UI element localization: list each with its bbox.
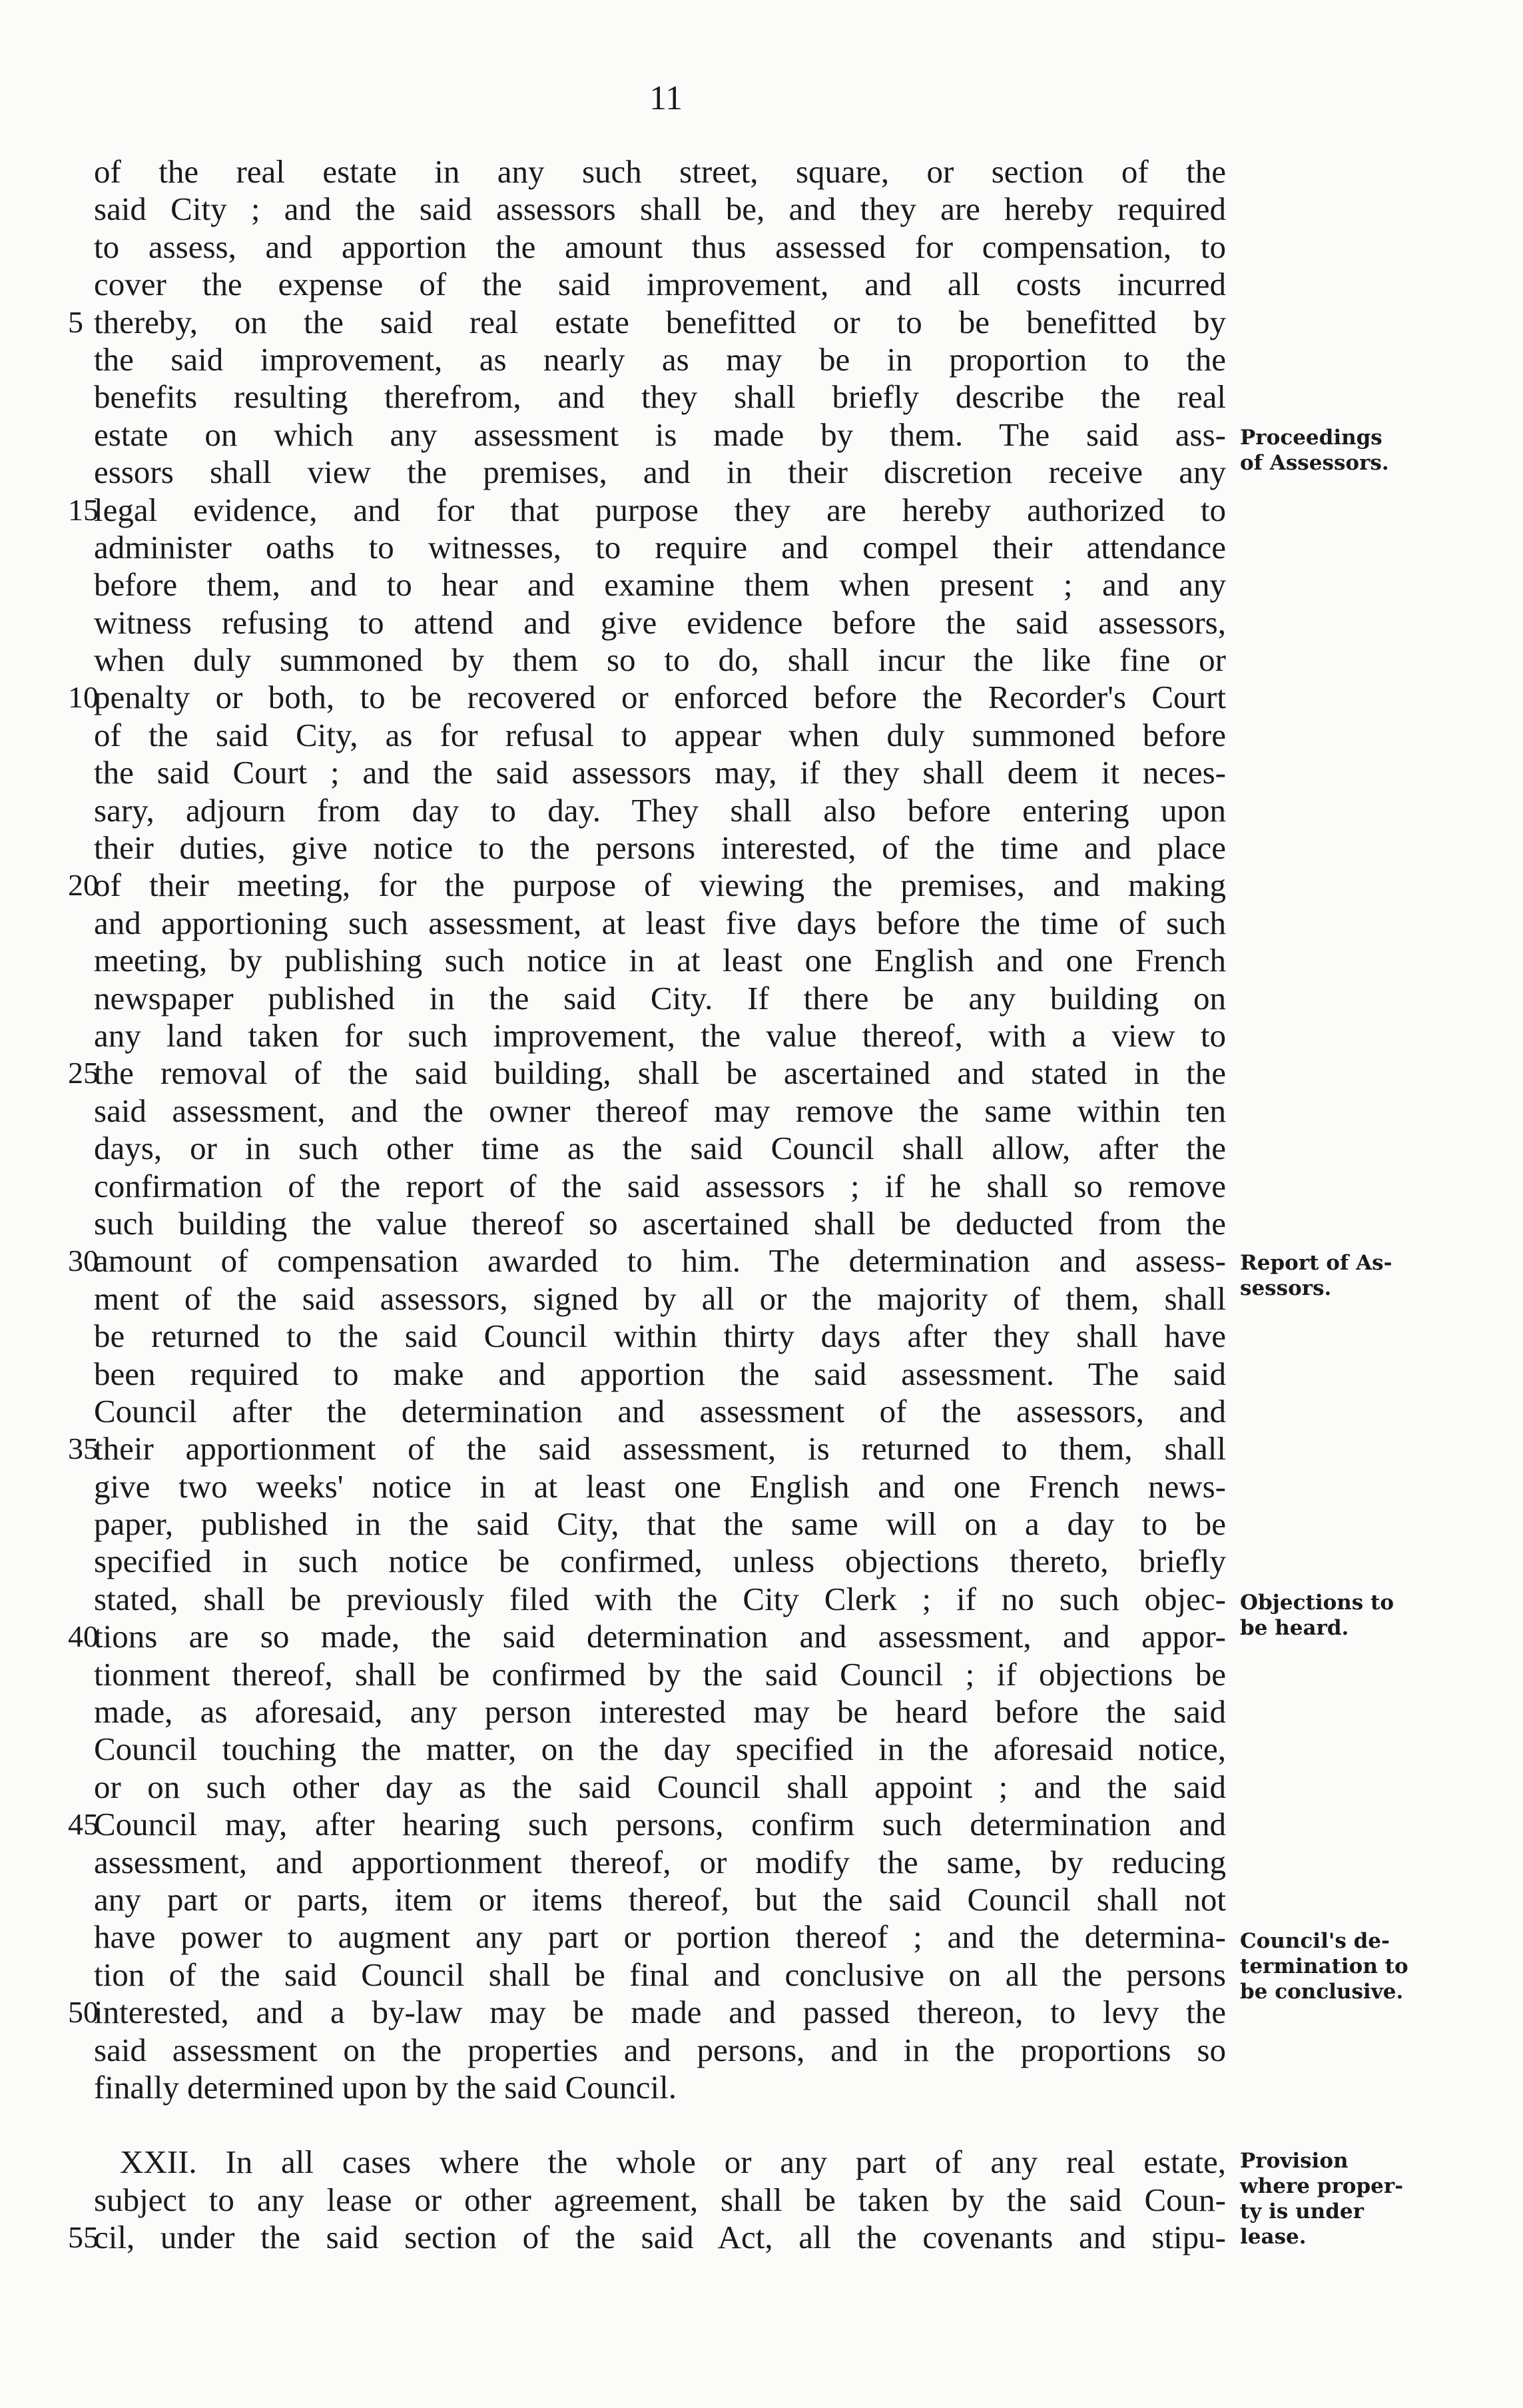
- line-number: 15: [68, 492, 99, 527]
- text-line: [0, 1242, 1252, 1280]
- text-line: [0, 1318, 1252, 1355]
- text-line: [0, 416, 1252, 454]
- text-line: [0, 566, 1252, 603]
- text-line: [0, 529, 1252, 566]
- line-text: stated, shall be previously filed with the City Clerk ; if no such objec-: [94, 1580, 1226, 1617]
- text-line: [0, 492, 1252, 529]
- section-gap: [0, 2106, 1252, 2144]
- margin-note-line: be conclusive.: [1240, 1980, 1404, 2004]
- text-line: [0, 1468, 1252, 1505]
- text-line: [0, 454, 1252, 491]
- line-text: Council after the determination and assessment of the assessors, and: [94, 1392, 1226, 1429]
- text-line: [0, 679, 1252, 716]
- text-line: [0, 304, 1252, 341]
- line-text: specified in such notice be confirmed, unless objections thereto, briefly: [94, 1543, 1226, 1580]
- line-text: witness refusing to attend and give evidence before the said assessors,: [94, 603, 1226, 641]
- margin-note-line: Provision: [1240, 2149, 1349, 2173]
- text-line: [0, 717, 1252, 754]
- text-line: [0, 1693, 1252, 1731]
- line-number: 55: [68, 2220, 99, 2255]
- margin-note-line: Proceedings: [1240, 426, 1382, 450]
- line-text: newspaper published in the said City. If there be any building on: [94, 979, 1226, 1016]
- line-text: Council touching the matter, on the day specified in the aforesaid notice,: [94, 1731, 1226, 1768]
- text-line: [0, 1844, 1252, 1881]
- text-line: [0, 1806, 1252, 1843]
- line-text: or on such other day as the said Council shall appoint ; and the said: [94, 1768, 1226, 1805]
- text-line: [0, 1543, 1252, 1580]
- margin-note-line: be heard.: [1240, 1616, 1349, 1640]
- line-text: and apportioning such assessment, at least five days before the time of such: [94, 904, 1226, 941]
- page-number: 11: [649, 79, 683, 117]
- text-line: [0, 792, 1252, 829]
- line-text: days, or in such other time as the said Council shall allow, after the: [94, 1130, 1226, 1167]
- text-line: [0, 228, 1252, 266]
- line-text: any land taken for such improvement, the value thereof, with a view to: [94, 1016, 1226, 1054]
- text-line: [0, 1280, 1252, 1318]
- margin-note-objections-to-be-heard: [1240, 1590, 1394, 1641]
- line-text: before them, and to hear and examine them when present ; and any: [94, 566, 1226, 603]
- line-number: 50: [68, 1995, 99, 2030]
- line-text: paper, published in the said City, that the same will on a day to be: [94, 1505, 1226, 1543]
- line-text: benefits resulting therefrom, and they shall briefly describe the real: [94, 378, 1226, 416]
- text-line: [0, 191, 1252, 228]
- line-text: have power to augment any part or portion thereof ; and the determina-: [94, 1918, 1226, 1956]
- text-line: [0, 1731, 1252, 1768]
- text-line: [0, 2069, 1252, 2106]
- line-text: the removal of the said building, shall be ascertained and stated in the: [94, 1054, 1226, 1092]
- line-text: legal evidence, and for that purpose they are hereby authorized to: [94, 491, 1226, 528]
- text-line: [0, 153, 1252, 191]
- line-number: 35: [68, 1431, 99, 1466]
- text-line: [0, 1168, 1252, 1205]
- text-line: [0, 1769, 1252, 1806]
- text-line: [0, 1505, 1252, 1543]
- text-line: [0, 754, 1252, 791]
- line-text: to assess, and apportion the amount thus assessed for compensation, to: [94, 228, 1226, 265]
- text-line: [0, 1994, 1252, 2031]
- line-text: Council may, after hearing such persons, confirm such determination and: [94, 1806, 1226, 1843]
- line-number: 20: [68, 868, 99, 903]
- text-line: [0, 1130, 1252, 1167]
- line-number: 25: [68, 1056, 99, 1090]
- line-text: the said improvement, as nearly as may be in proportion to the: [94, 340, 1226, 378]
- margin-note-line: Council's de-: [1240, 1929, 1390, 1953]
- text-line: [0, 942, 1252, 979]
- margin-note-proceedings-of-assessors: [1240, 425, 1389, 476]
- line-text: confirmation of the report of the said assessors ; if he shall so remove: [94, 1167, 1226, 1204]
- line-number: 40: [68, 1619, 99, 1654]
- line-text: give two weeks' notice in at least one English and one French news-: [94, 1467, 1226, 1505]
- margin-note-line: sessors.: [1240, 1276, 1332, 1300]
- line-text: meeting, by publishing such notice in at least one English and one French: [94, 942, 1226, 979]
- line-number: 5: [68, 304, 83, 339]
- margin-note-line: where proper-: [1240, 2174, 1404, 2198]
- line-text: interested, and a by-law may be made and passed thereon, to levy the: [94, 1994, 1226, 2031]
- text-line: [0, 1017, 1252, 1054]
- text-line: [0, 905, 1252, 942]
- line-text: amount of compensation awarded to him. The determination and assess-: [94, 1242, 1226, 1280]
- line-text: be returned to the said Council within thirty days after they shall have: [94, 1318, 1226, 1355]
- text-line: [0, 266, 1252, 303]
- text-line: [0, 1092, 1252, 1130]
- margin-note-line: ty is under: [1240, 2200, 1364, 2223]
- line-text: XXII. In all cases where the whole or any part of any real estate,: [120, 2144, 1226, 2181]
- line-text: of their meeting, for the purpose of viewing the premises, and making: [94, 867, 1226, 904]
- line-number: 10: [68, 680, 99, 715]
- line-text: the said Court ; and the said assessors may, if they shall deem it neces-: [94, 754, 1226, 791]
- margin-note-provision-lease: [1240, 2148, 1403, 2249]
- line-text: penalty or both, to be recovered or enforced before the Recorder's Court: [94, 679, 1226, 716]
- margin-note-line: lease.: [1240, 2225, 1307, 2249]
- line-text: tions are so made, the said determination and assessment, and appor-: [94, 1618, 1226, 1655]
- line-text: administer oaths to witnesses, to require and compel their attendance: [94, 528, 1226, 566]
- margin-note-councils-determination: [1240, 1928, 1408, 2004]
- line-text: said City ; and the said assessors shall be, and they are hereby required: [94, 191, 1226, 228]
- line-text: of the said City, as for refusal to appear when duly summoned before: [94, 716, 1226, 753]
- text-line: [0, 867, 1252, 904]
- text-line: [0, 1054, 1252, 1092]
- text-line: [0, 1205, 1252, 1242]
- line-text: their apportionment of the said assessment, is returned to them, shall: [94, 1430, 1226, 1467]
- margin-note-line: Objections to: [1240, 1591, 1394, 1615]
- margin-note-line: Report of As-: [1240, 1251, 1392, 1275]
- line-number: 45: [68, 1807, 99, 1842]
- margin-note-line: of Assessors.: [1240, 451, 1389, 475]
- line-text: sary, adjourn from day to day. They shall also before entering upon: [94, 791, 1226, 829]
- line-text: ment of the said assessors, signed by all or the majority of them, shall: [94, 1280, 1226, 1317]
- line-text: finally determined upon by the said Council.: [94, 2068, 677, 2106]
- line-text: said assessment, and the owner thereof may remove the same within ten: [94, 1092, 1226, 1129]
- text-line: [0, 1356, 1252, 1393]
- text-line: [0, 378, 1252, 416]
- line-text: tionment thereof, shall be confirmed by the said Council ; if objections be: [94, 1655, 1226, 1693]
- text-line: [0, 341, 1252, 378]
- line-text: estate on which any assessment is made by them. The said ass-: [94, 416, 1226, 453]
- line-number: 30: [68, 1244, 99, 1278]
- line-text: essors shall view the premises, and in their discretion receive any: [94, 454, 1226, 491]
- text-line: [0, 604, 1252, 641]
- margin-note-report-of-assessors: [1240, 1250, 1392, 1301]
- text-line: [0, 1881, 1252, 1918]
- text-line: [0, 1918, 1252, 1956]
- text-line: [0, 2144, 1252, 2181]
- text-line: [0, 1656, 1252, 1693]
- text-line: [0, 2182, 1252, 2219]
- line-text: cil, under the said section of the said Act, all the covenants and stipu-: [94, 2219, 1226, 2256]
- text-line: [0, 641, 1252, 679]
- line-text: assessment, and apportionment thereof, or modify the same, by reducing: [94, 1843, 1226, 1880]
- text-line: [0, 829, 1252, 867]
- text-line: [0, 1956, 1252, 1994]
- line-text: said assessment on the properties and persons, and in the proportions so: [94, 2031, 1226, 2068]
- line-text: of the real estate in any such street, square, or section of the: [94, 153, 1226, 190]
- text-line: [0, 980, 1252, 1017]
- text-line: [0, 1430, 1252, 1467]
- text-line: [0, 1618, 1252, 1655]
- line-text: cover the expense of the said improvement, and all costs incurred: [94, 266, 1226, 303]
- margin-note-line: termination to: [1240, 1954, 1408, 1978]
- text-line: [0, 1393, 1252, 1430]
- text-line: [0, 2219, 1252, 2256]
- line-text: tion of the said Council shall be final and conclusive on all the persons: [94, 1956, 1226, 1993]
- line-text: such building the value thereof so ascertained shall be deducted from the: [94, 1204, 1226, 1242]
- line-text: been required to make and apportion the said assessment. The said: [94, 1355, 1226, 1392]
- line-text: their duties, give notice to the persons interested, of the time and place: [94, 829, 1226, 867]
- line-text: when duly summoned by them so to do, shall incur the like fine or: [94, 641, 1226, 679]
- line-text: made, as aforesaid, any person interested may be heard before the said: [94, 1693, 1226, 1731]
- text-line: [0, 1581, 1252, 1618]
- body-text: [0, 153, 1252, 2256]
- line-text: thereby, on the said real estate benefitted or to be benefitted by: [94, 303, 1226, 340]
- text-line: [0, 2032, 1252, 2069]
- line-text: subject to any lease or other agreement, shall be taken by the said Coun-: [94, 2181, 1226, 2218]
- line-text: any part or parts, item or items thereof, but the said Council shall not: [94, 1880, 1226, 1918]
